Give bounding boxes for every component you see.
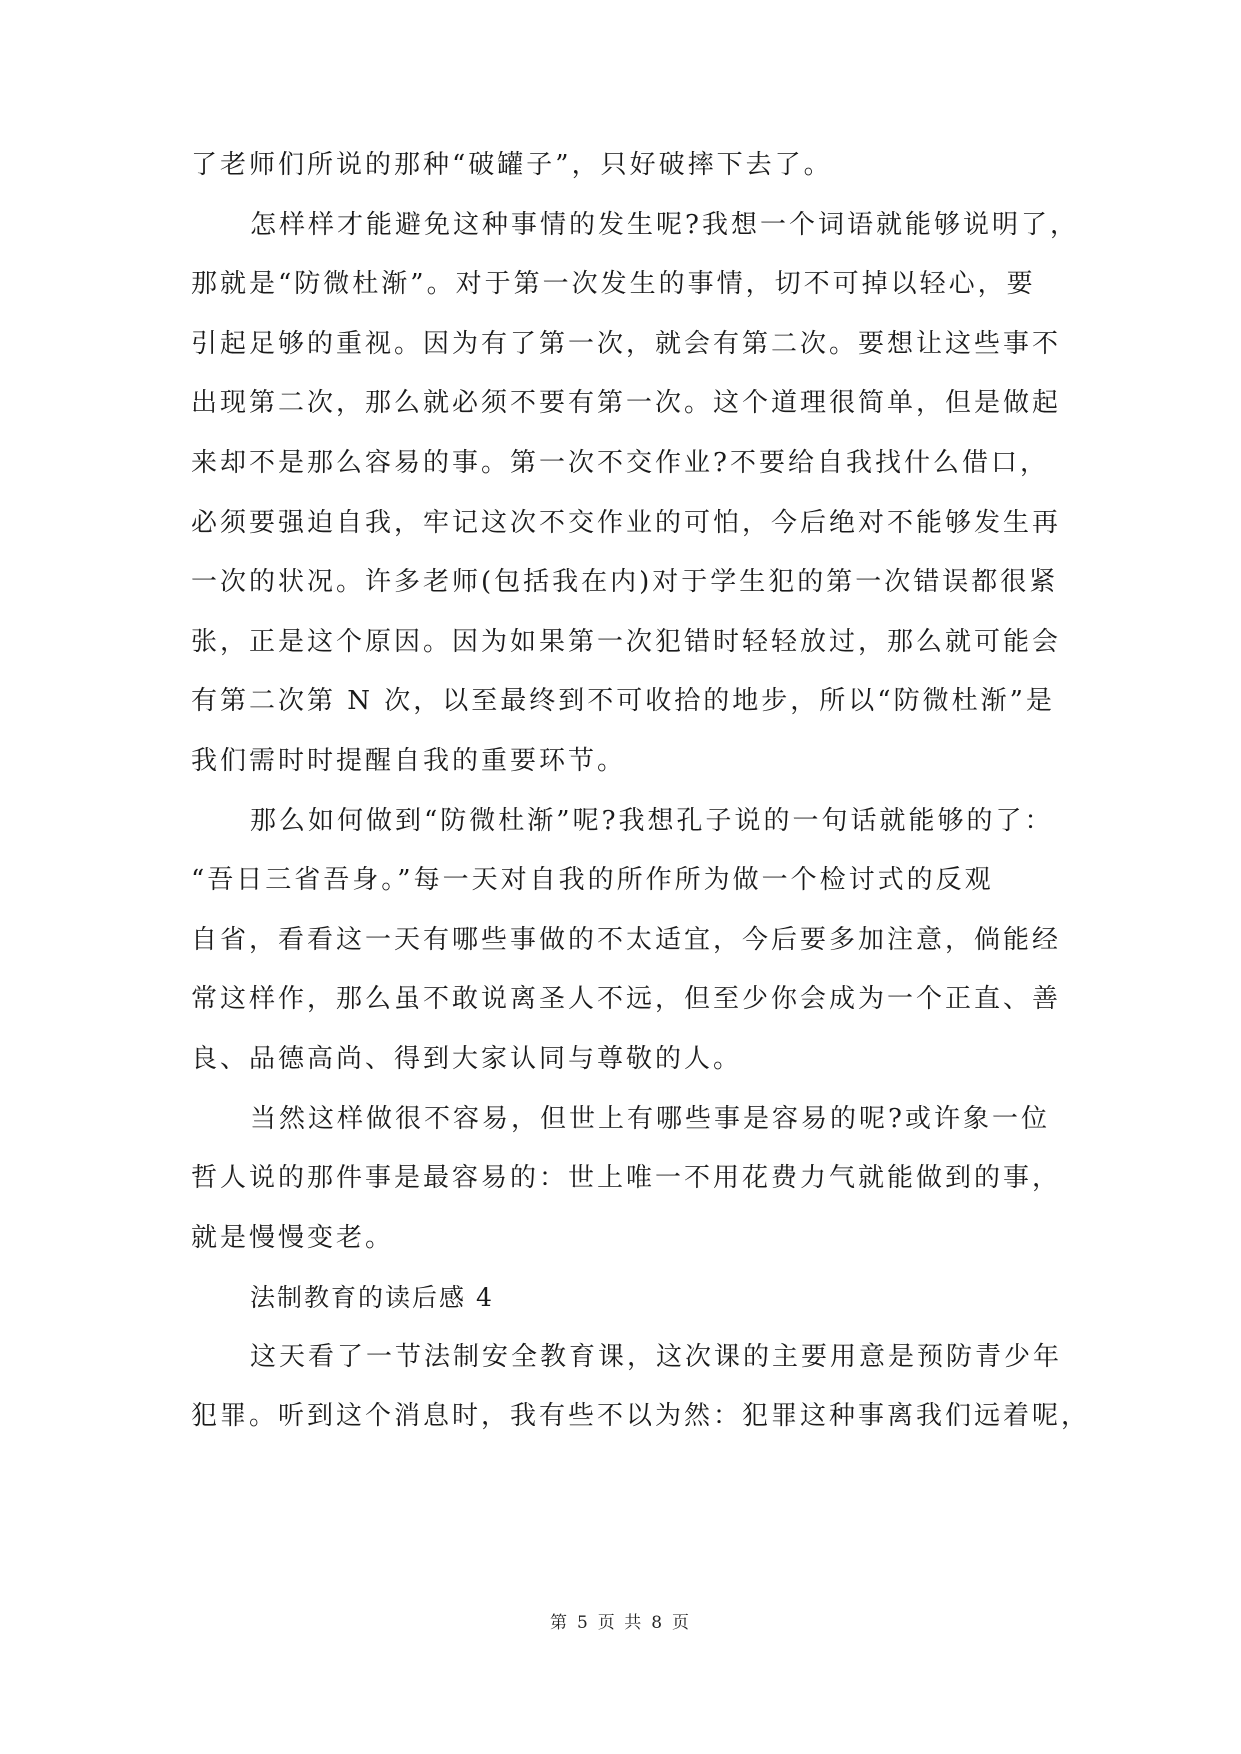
text-line: 良、品德高尚、得到大家认同与尊敬的人。	[191, 1043, 743, 1074]
text-line: “吾日三省吾身。”每一天对自我的所作所为做一个检讨式的反观	[191, 865, 994, 896]
footer-suffix: 页	[672, 1613, 692, 1633]
text-line: 引起足够的重视。因为有了第一次，就会有第二次。要想让这些事不	[191, 328, 1062, 359]
paragraph-start-line: 那么如何做到“防微杜渐”呢?我想孔子说的一句话就能够的了：	[250, 805, 1054, 836]
text-line: 我们需时时提醒自我的重要环节。	[191, 745, 627, 776]
paragraph-start-line: 当然这样做很不容易，但世上有哪些事是容易的呢?或许象一位	[250, 1103, 1050, 1134]
text-line: 自省，看看这一天有哪些事做的不太适宜，今后要多加注意，倘能经	[191, 924, 1062, 955]
text-line: 了老师们所说的那种“破罐子”，只好破摔下去了。	[191, 150, 833, 180]
footer-prefix: 第	[549, 1613, 569, 1633]
footer-total-pages: 8	[651, 1613, 665, 1633]
text-line: 有第二次第 N 次，以至最终到不可收拾的地步，所以“防微杜渐”是	[191, 686, 1055, 717]
text-line: 那就是“防微杜渐”。对于第一次发生的事情，切不可掉以轻心，要	[191, 269, 1036, 300]
text-line: 就是慢慢变老。	[191, 1222, 395, 1253]
text-line: 常这样作，那么虽不敢说离圣人不远，但至少你会成为一个正直、善	[191, 984, 1062, 1015]
text-line: 一次的状况。许多老师(包括我在内)对于学生犯的第一次错误都很紧	[191, 567, 1059, 598]
text-line: 犯罪。听到这个消息时，我有些不以为然：犯罪这种事离我们远着呢，	[191, 1401, 1091, 1432]
text-line: 哲人说的那件事是最容易的：世上唯一不用花费力气就能做到的事，	[191, 1163, 1062, 1194]
paragraph-start-line: 这天看了一节法制安全教育课，这次课的主要用意是预防青少年	[250, 1341, 1063, 1372]
text-line: 出现第二次，那么就必须不要有第一次。这个道理很简单，但是做起	[191, 388, 1062, 419]
footer-middle: 页 共	[597, 1613, 644, 1633]
page-footer	[0, 1608, 1241, 1633]
footer-page-number: 5	[576, 1613, 590, 1633]
body-text	[191, 136, 1091, 1447]
paragraph-start-line: 怎样样才能避免这种事情的发生呢?我想一个词语就能够说明了，	[250, 209, 1079, 240]
text-line: 必须要强迫自我，牢记这次不交作业的可怕，今后绝对不能够发生再	[191, 507, 1062, 538]
text-line: 张，正是这个原因。因为如果第一次犯错时轻轻放过，那么就可能会	[191, 626, 1062, 657]
text-line: 来却不是那么容易的事。第一次不交作业?不要给自我找什么借口，	[191, 447, 1049, 478]
section-heading: 法制教育的读后感 4	[250, 1283, 494, 1313]
